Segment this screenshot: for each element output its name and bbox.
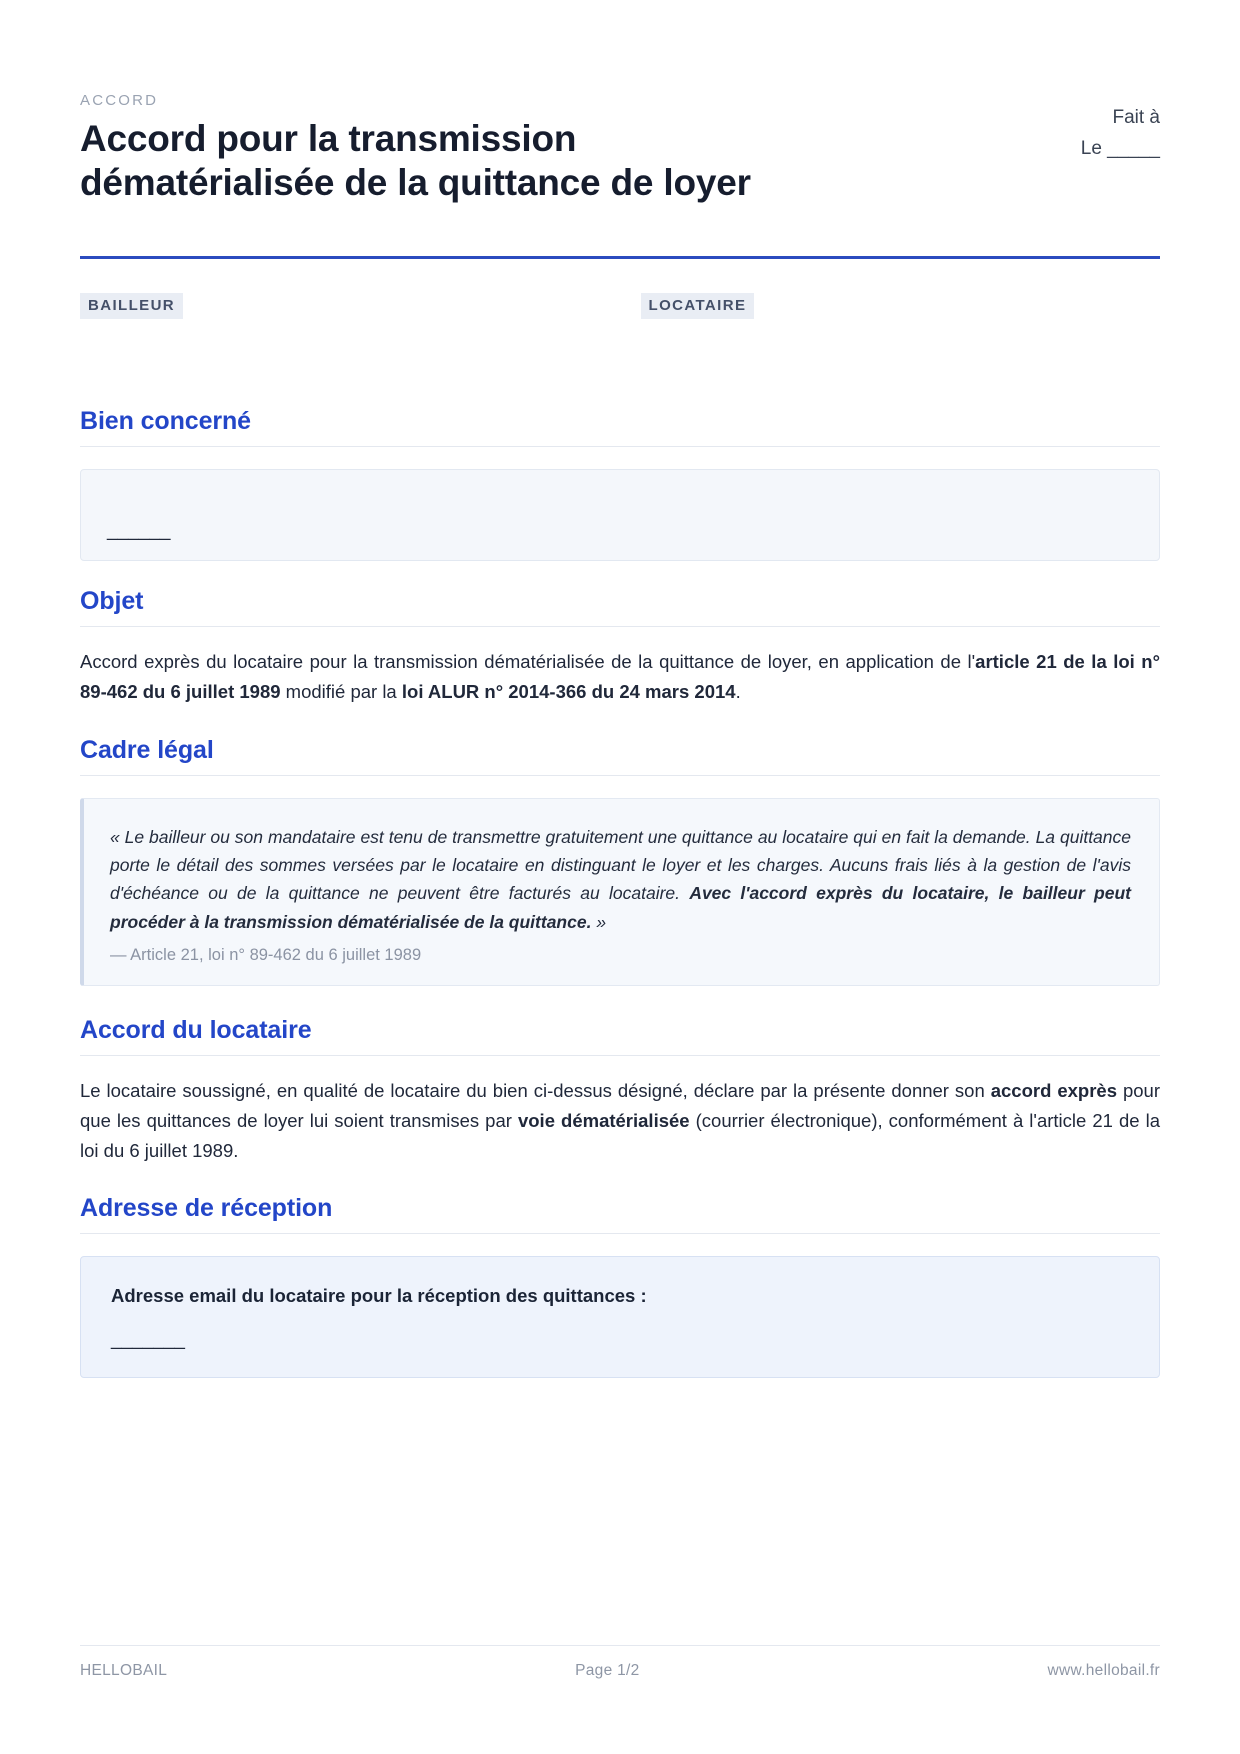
footer-row bbox=[80, 1662, 1160, 1680]
section-rule-objet bbox=[80, 626, 1160, 627]
quote-bold: Avec l'accord exprès du locataire, le bailleur peut procéder à la transmission dématérialisée de la quittance. bbox=[110, 883, 1131, 932]
bien-input-box[interactable] bbox=[80, 469, 1160, 561]
email-fill-line: _______ bbox=[111, 1329, 185, 1351]
footer-brand: HELLOBAIL bbox=[80, 1662, 168, 1679]
objet-bold-1: article 21 de la loi n° 89-462 du 6 juillet 1989 bbox=[80, 651, 1160, 703]
legal-quote-text bbox=[110, 823, 1131, 936]
objet-paragraph bbox=[80, 647, 1160, 707]
email-field-label: Adresse email du locataire pour la réception des quittances : bbox=[111, 1285, 647, 1307]
footer-page-number: Page 1/2 bbox=[575, 1662, 640, 1679]
section-title-adresse: Adresse de réception bbox=[80, 1194, 333, 1223]
section-rule-bien bbox=[80, 446, 1160, 447]
header-divider bbox=[80, 256, 1160, 259]
document-footer bbox=[80, 1645, 1160, 1680]
section-adresse-reception bbox=[80, 1194, 1160, 1378]
party-locataire bbox=[600, 293, 1161, 401]
section-title-bien: Bien concerné bbox=[80, 407, 251, 436]
page-title: Accord pour la transmission dématérialisée de la quittance de loyer bbox=[80, 118, 751, 203]
party-bailleur bbox=[80, 293, 600, 401]
accord-bold-2: voie dématérialisée bbox=[517, 1110, 690, 1132]
header-place-date bbox=[1081, 92, 1160, 165]
objet-text-2: modifié par la bbox=[280, 681, 402, 703]
section-rule-cadre bbox=[80, 775, 1160, 776]
legal-quote-citation: — Article 21, loi n° 89-462 du 6 juillet 1989 bbox=[110, 945, 422, 964]
section-rule-accord bbox=[80, 1055, 1160, 1056]
accord-paragraph bbox=[80, 1076, 1160, 1166]
accord-bold-1: accord exprès bbox=[990, 1079, 1117, 1101]
locataire-chip: LOCATAIRE bbox=[641, 293, 755, 319]
objet-bold-2: loi ALUR n° 2014-366 du 24 mars 2014 bbox=[401, 681, 736, 703]
quote-text-2: » bbox=[591, 911, 607, 932]
section-cadre-legal bbox=[80, 736, 1160, 986]
accord-text-3: (courrier électronique), conformément à l'article 21 de la loi du 6 juillet 1989. bbox=[80, 1110, 1160, 1162]
place-label: Fait à bbox=[1112, 107, 1160, 128]
section-title-cadre: Cadre légal bbox=[80, 735, 214, 764]
section-objet bbox=[80, 587, 1160, 707]
footer-divider bbox=[80, 1645, 1160, 1646]
section-rule-adresse bbox=[80, 1233, 1160, 1234]
email-input-box[interactable] bbox=[80, 1256, 1160, 1378]
footer-website: www.hellobail.fr bbox=[1047, 1662, 1160, 1679]
header-left bbox=[80, 92, 820, 204]
document-header bbox=[80, 92, 1160, 204]
bailleur-chip: BAILLEUR bbox=[80, 293, 183, 319]
parties-row bbox=[80, 293, 1160, 401]
section-title-objet: Objet bbox=[80, 587, 144, 616]
date-label: Le _____ bbox=[1080, 138, 1160, 160]
accord-text-2: pour que les quittances de loyer lui soient transmises par bbox=[80, 1079, 1160, 1132]
quote-text-1: « Le bailleur ou son mandataire est tenu de transmettre gratuitement une quittance au locataire qui en fait la demande. La quittance porte le détail des sommes versées par le locataire en distinguant le loyer et les charges. Aucuns frais liés à la gestion de l'avis d'échéance ou de la quittance ne peuvent être facturés au locataire. bbox=[110, 826, 1131, 904]
legal-quote-box bbox=[80, 798, 1160, 986]
accord-text-1: Le locataire soussigné, en qualité de locataire du bien ci-dessus désigné, déclare par la présente donner son bbox=[80, 1079, 991, 1101]
section-accord-locataire bbox=[80, 1016, 1160, 1166]
document-eyebrow: ACCORD bbox=[80, 92, 159, 109]
objet-text-1: Accord exprès du locataire pour la transmission dématérialisée de la quittance de loyer, en application de l' bbox=[80, 651, 976, 673]
section-title-accord: Accord du locataire bbox=[80, 1015, 312, 1044]
objet-text-3: . bbox=[735, 681, 741, 703]
section-bien-concerne bbox=[80, 407, 1160, 561]
bien-fill-line: ______ bbox=[107, 520, 171, 542]
